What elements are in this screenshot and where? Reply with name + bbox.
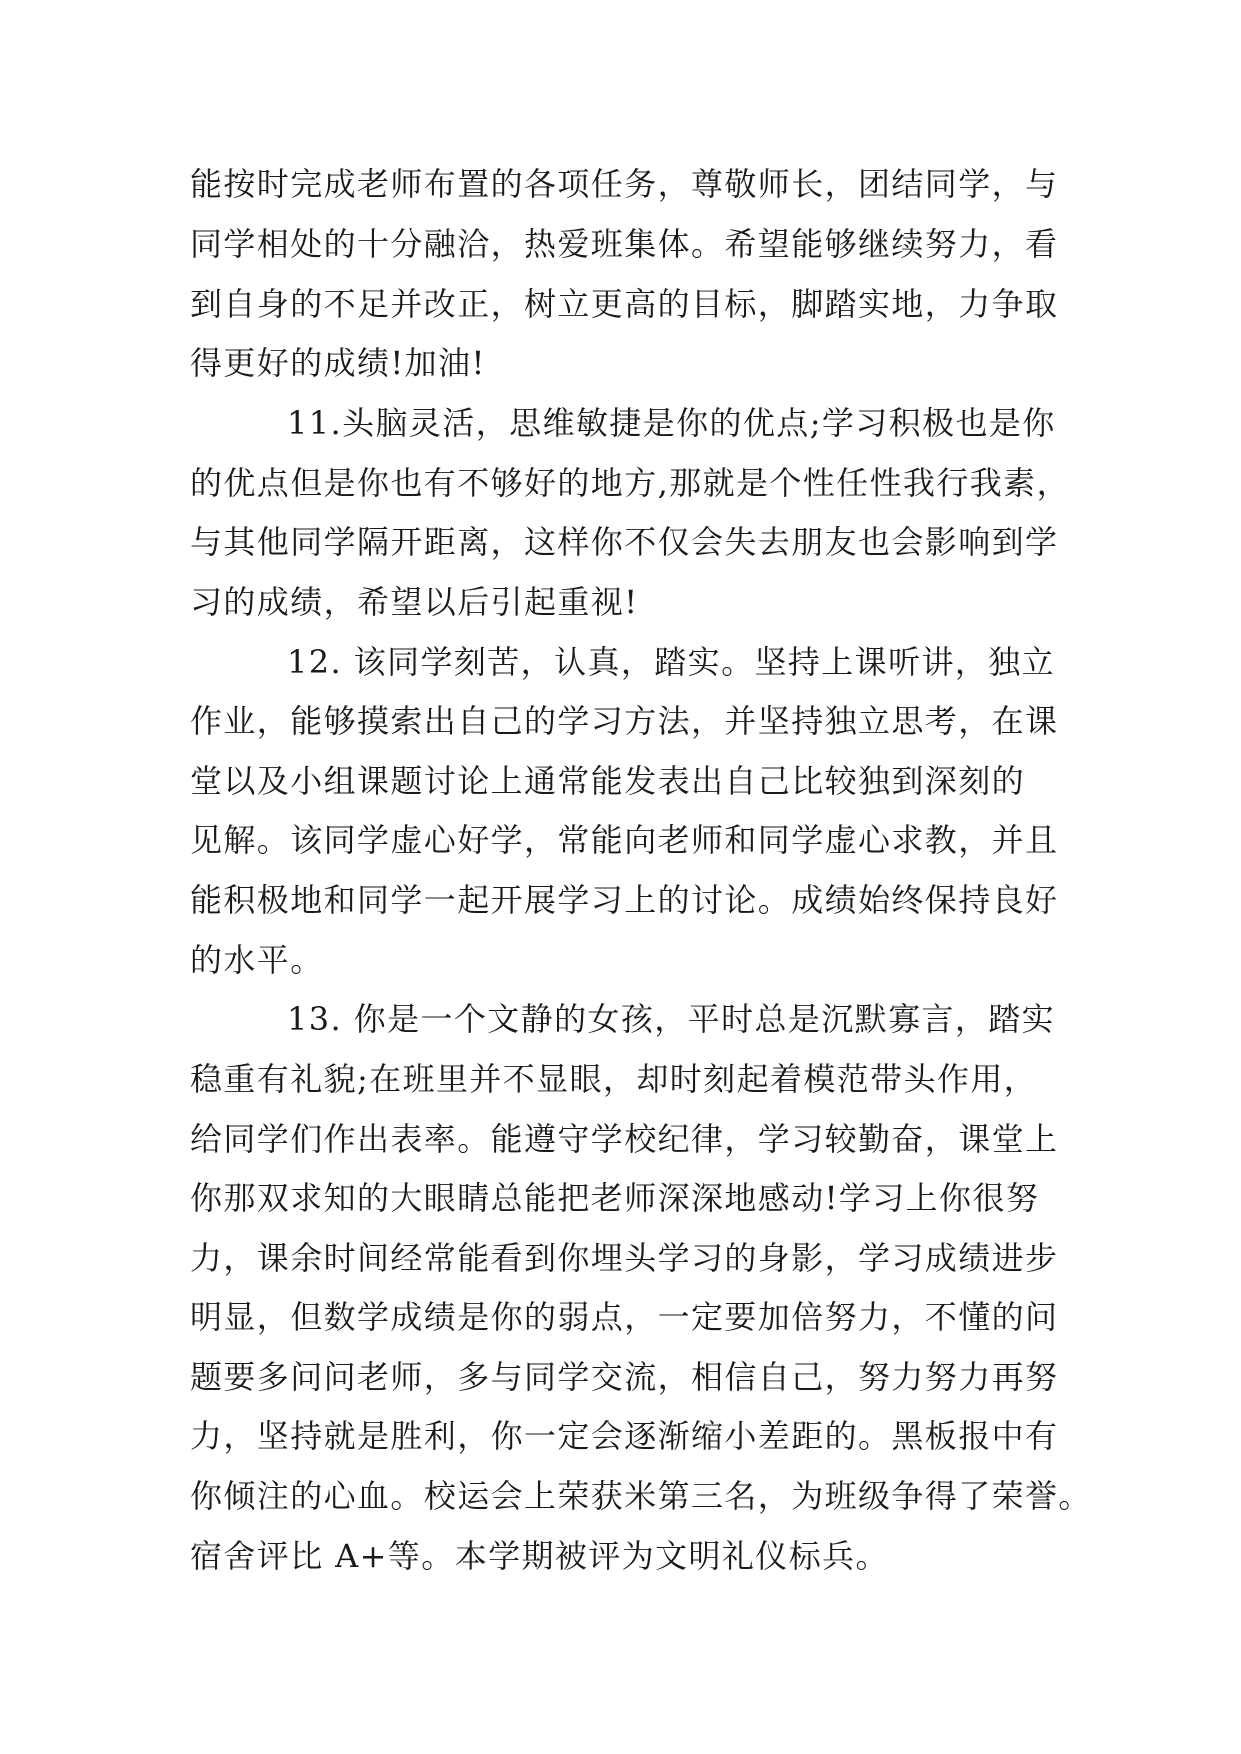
text-line: 能积极地和同学一起开展学习上的讨论。成绩始终保持良好 [190,881,1059,919]
text-line: 与其他同学隔开距离，这样你不仅会失去朋友也会影响到学 [190,523,1059,561]
text-line: 稳重有礼貌;在班里并不显眼，却时刻起着模范带头作用， [190,1060,1038,1098]
paragraph-13-first-line: 13. 你是一个文静的女孩，平时总是沉默寡言，踏实 [287,1000,1056,1038]
text-line: 能按时完成老师布置的各项任务，尊敬师长，团结同学，与 [190,165,1059,203]
text-line: 习的成绩，希望以后引起重视! [190,583,639,621]
text-line: 明显，但数学成绩是你的弱点，一定要加倍努力，不懂的问 [190,1298,1059,1336]
text-line: 见解。该同学虚心好学，常能向老师和同学虚心求教，并且 [190,821,1059,859]
text-line: 到自身的不足并改正，树立更高的目标，脚踏实地，力争取 [190,285,1059,323]
text-line: 堂以及小组课题讨论上通常能发表出自己比较独到深刻的 [190,762,1026,800]
text-line: 给同学们作出表率。能遵守学校纪律，学习较勤奋，课堂上 [190,1120,1059,1158]
text-line: 力，坚持就是胜利，你一定会逐渐缩小差距的。黑板报中有 [190,1417,1059,1455]
text-line: 题要多问问老师，多与同学交流，相信自己，努力努力再努 [190,1358,1059,1396]
text-line: 的优点但是你也有不够好的地方,那就是个性任性我行我素， [190,464,1070,502]
text-line: 得更好的成绩!加油! [190,344,486,382]
text-line: 同学相处的十分融洽，热爱班集体。希望能够继续努力，看 [190,225,1059,263]
text-line: 的水平。 [190,941,324,979]
text-line: 宿舍评比 A+等。本学期被评为文明礼仪标兵。 [190,1537,889,1575]
text-line: 你那双求知的大眼睛总能把老师深深地感动!学习上你很努 [190,1179,1040,1217]
paragraph-12-first-line: 12. 该同学刻苦，认真，踏实。坚持上课听讲，独立 [287,643,1056,681]
paragraph-11-first-line: 11.头脑灵活，思维敏捷是你的优点;学习积极也是你 [287,404,1056,442]
text-line: 你倾注的心血。校运会上荣获米第三名，为班级争得了荣誉。 [190,1477,1092,1515]
text-line: 作业，能够摸索出自己的学习方法，并坚持独立思考，在课 [190,702,1059,740]
text-line: 力，课余时间经常能看到你埋头学习的身影，学习成绩进步 [190,1239,1059,1277]
